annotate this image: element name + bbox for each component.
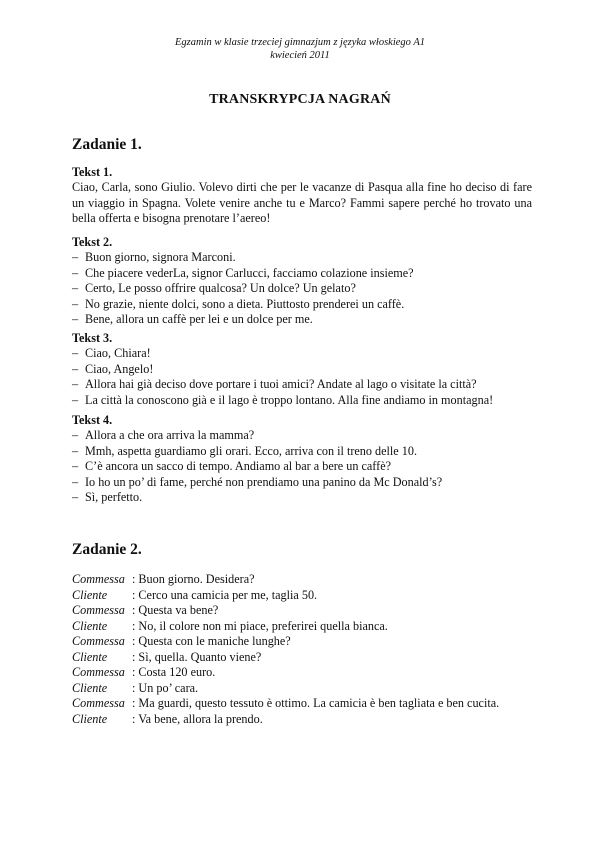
text3-line: – Ciao, Angelo! <box>72 361 154 376</box>
dash-marker: – <box>72 265 79 280</box>
dash-marker: – <box>72 281 79 296</box>
task2-dialog <box>72 572 542 727</box>
dialog-row <box>72 603 542 619</box>
dash-marker: – <box>72 443 79 458</box>
task2-heading: Zadanie 2. <box>72 541 142 558</box>
utterance: : Costa 120 euro. <box>132 665 216 679</box>
speaker: Commessa <box>72 665 125 679</box>
speaker: Commessa <box>72 634 125 648</box>
dialog-row <box>72 712 542 728</box>
dialog-row <box>72 619 542 635</box>
speaker: Cliente <box>72 711 108 726</box>
text4-title: Tekst 4. <box>72 413 113 427</box>
speaker: Commessa <box>72 572 125 586</box>
text3-title: Tekst 3. <box>72 331 113 345</box>
text2-line: – Che piacere vederLa, signor Carlucci, facciamo colazione insieme? <box>72 265 414 280</box>
dialog-row <box>72 650 542 666</box>
utterance: : Questa con le maniche lunghe? <box>132 634 291 648</box>
text4-line: – C’è ancora un sacco di tempo. Andiamo al bar a bere un caffè? <box>72 459 392 474</box>
dash-marker: – <box>72 377 79 392</box>
speaker: Cliente <box>72 618 108 633</box>
dash-marker: – <box>72 490 79 505</box>
text4-line: – Mmh, aspetta guardiamo gli orari. Ecco, arriva con il treno delle 10. <box>72 443 417 458</box>
text2-title: Tekst 2. <box>72 235 113 249</box>
text4-line: – Io ho un po’ di fame, perché non prendiamo una panino da Mc Donald’s? <box>72 474 443 489</box>
dialog-row <box>72 588 542 604</box>
utterance: : Va bene, allora la prendo. <box>132 711 263 726</box>
text3-line: – La città la conoscono già e il lago è troppo lontano. Alla fine andiamo in montagna! <box>72 392 494 407</box>
dash-marker: – <box>72 312 79 327</box>
text2-line: – Bene, allora un caffè per lei e un dolce per me. <box>72 312 313 327</box>
dialog-row <box>72 681 542 697</box>
task1-heading: Zadanie 1. <box>72 136 142 153</box>
speaker: Commessa <box>72 696 125 710</box>
document-title: TRANSKRYPCJA NAGRAŃ <box>209 92 391 107</box>
text3-line: – Allora hai già deciso dove portare i tuoi amici? Andate al lago o visitate la città? <box>72 377 477 392</box>
text2-line: – Certo, Le posso offrire qualcosa? Un dolce? Un gelato? <box>72 281 356 296</box>
text4-line: – Sì, perfetto. <box>72 490 143 505</box>
dash-marker: – <box>72 459 79 474</box>
dialog-row <box>72 634 542 650</box>
utterance: : Un po’ cara. <box>132 680 199 695</box>
dialog-row <box>72 696 542 712</box>
dialog-row <box>72 572 542 588</box>
text1-block <box>72 165 532 227</box>
dash-marker: – <box>72 361 79 376</box>
speaker: Cliente <box>72 680 108 695</box>
dash-marker: – <box>72 250 79 265</box>
text4-block <box>72 413 532 505</box>
text4-line: – Allora a che ora arriva la mamma? <box>72 428 255 443</box>
dash-marker: – <box>72 428 79 443</box>
speaker: Commessa <box>72 603 125 617</box>
utterance: : Sì, quella. Quanto viene? <box>132 649 262 664</box>
text3-line: – Ciao, Chiara! <box>72 346 151 361</box>
utterance: : Ma guardi, questo tessuto è ottimo. La camicia è ben tagliata e ben cucita. <box>132 696 500 710</box>
speaker: Cliente <box>72 649 108 664</box>
text1-paragraph: Ciao, Carla, sono Giulio. Volevo dirti che per le vacanze di Pasqua alla fine ho deciso di fare un viaggio in Spagna. Volete venire anche tu e Marco? Fammi sapere perché ho trovato una bella offerta e bisogna prenotare l’aereo! <box>72 180 532 226</box>
text2-block <box>72 235 532 327</box>
dialog-row <box>72 665 542 681</box>
text2-line: – No grazie, niente dolci, sono a dieta. Piuttosto prenderei un caffè. <box>72 296 405 311</box>
dash-marker: – <box>72 346 79 361</box>
utterance: : Questa va bene? <box>132 603 219 617</box>
text3-block <box>72 331 532 408</box>
utterance: : Buon giorno. Desidera? <box>132 572 255 586</box>
page-header <box>0 36 600 62</box>
exam-name: Egzamin w klasie trzeciej gimnazjum z języka włoskiego A1 <box>174 37 426 48</box>
text2-line: – Buon giorno, signora Marconi. <box>72 250 236 265</box>
speaker: Cliente <box>72 587 108 602</box>
dash-marker: – <box>72 392 79 407</box>
utterance: : Cerco una camicia per me, taglia 50. <box>132 587 318 602</box>
dash-marker: – <box>72 296 79 311</box>
utterance: : No, il colore non mi piace, preferirei quella bianca. <box>132 618 388 633</box>
text1-title: Tekst 1. <box>72 165 113 179</box>
exam-date: kwiecień 2011 <box>270 50 330 61</box>
dash-marker: – <box>72 474 79 489</box>
